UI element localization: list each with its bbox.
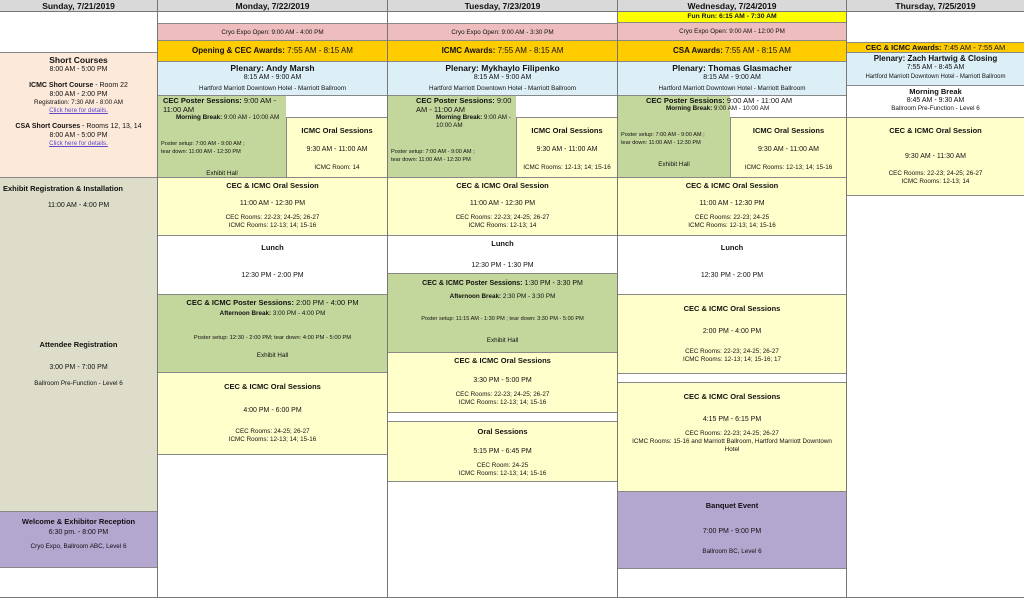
monday-poster-teardown: tear down: 11:00 AM - 12:30 PM	[161, 149, 241, 155]
tuesday-oral2-icmc: ICMC Rooms: 12-13; 14; 15-16	[458, 399, 547, 406]
monday-icmc-oral	[286, 117, 387, 178]
wednesday-icmc-oral-time: 9:30 AM - 11:00 AM	[758, 146, 819, 153]
monday-plenary-location: Hartford Marriott Downtown Hotel - Marriott Ballroom	[199, 85, 346, 92]
wednesday-lunch	[618, 236, 846, 295]
tuesday-poster-session	[388, 96, 516, 178]
tuesday-oral1-cec: CEC Rooms: 22-23; 24-25; 26-27	[455, 214, 550, 221]
monday-poster2-setup: Poster setup: 12:30 - 2:00 PM; tear down: 4:00 PM - 5:00 PM	[193, 335, 352, 341]
tuesday-icmc-oral-time: 9:30 AM - 11:00 AM	[536, 146, 598, 153]
thursday-break-time: 8:45 AM - 9:30 AM	[906, 97, 965, 104]
thursday-oral-time: 9:30 AM - 11:30 AM	[905, 153, 966, 160]
tuesday-oral3-title: Oral Sessions	[477, 427, 528, 436]
thursday-plenary-title: Plenary: Zach Hartwig & Closing	[873, 54, 998, 63]
wednesday-expo-open: Cryo Expo Open: 9:00 AM - 12:00 PM	[618, 23, 846, 41]
tuesday-oral3-time: 5:15 PM - 6:45 PM	[473, 448, 532, 455]
monday-awards: Opening & CEC Awards: 7:55 AM - 8:15 AM	[158, 41, 387, 62]
wednesday-oral3-time: 4:15 PM - 6:15 PM	[702, 416, 762, 423]
tuesday-gap	[388, 413, 617, 422]
short-courses-time: 8:00 AM - 5:00 PM	[49, 66, 108, 73]
tuesday-oral3-cec: CEC Room: 24-25	[476, 462, 529, 469]
monday-plenary	[158, 62, 387, 96]
csa-details-link[interactable]: Click here for details.	[49, 140, 108, 147]
monday-oral2-time: 4:00 PM - 6:00 PM	[243, 407, 302, 414]
day-header-tuesday: Tuesday, 7/23/2019	[387, 0, 617, 12]
icmc-short-course-time: 8:00 AM - 2:00 PM	[49, 91, 108, 98]
monday-poster-hall: Exhibit Hall	[206, 170, 238, 177]
wednesday-icmc-oral	[730, 117, 846, 178]
tuesday-icmc-oral-title: ICMC Oral Sessions	[531, 126, 603, 135]
welcome-reception-title: Welcome & Exhibitor Reception	[21, 517, 136, 526]
short-courses-block	[0, 52, 157, 178]
wednesday-icmc-oral-rooms: ICMC Rooms: 12-13; 14; 15-16	[744, 164, 833, 171]
wednesday-oral-session-1	[618, 178, 846, 236]
tuesday-plenary-title: Plenary: Mykhaylo Filipenko	[445, 63, 560, 73]
monday-icmc-oral-time: 9:30 AM - 11:00 AM	[306, 146, 368, 153]
thursday-oral-session	[847, 118, 1024, 196]
wednesday-oral1-title: CEC & ICMC Oral Session	[685, 181, 779, 190]
wednesday-banquet-time: 7:00 PM - 9:00 PM	[702, 528, 762, 535]
attendee-registration-title: Attendee Registration	[39, 340, 118, 349]
wednesday-plenary-location: Hartford Marriott Downtown Hotel - Marriott Ballroom	[658, 85, 806, 92]
tuesday-oral-session-2	[388, 353, 617, 413]
monday-expo-open: Cryo Expo Open: 9:00 AM - 4:00 PM	[158, 23, 387, 41]
tuesday-poster-title: CEC Poster Sessions: 9:00 AM - 11:00 AM	[416, 96, 512, 114]
icmc-short-course-registration: Registration: 7:30 AM - 8:00 AM	[34, 99, 123, 106]
exhibit-registration-title: Exhibit Registration & Installation	[3, 184, 124, 193]
wednesday-plenary-title: Plenary: Thomas Glasmacher	[672, 63, 792, 73]
tuesday-oral-session-1	[388, 178, 617, 236]
monday-plenary-time: 8:15 AM - 9:00 AM	[243, 74, 302, 81]
wednesday-banquet-title: Banquet Event	[705, 501, 759, 510]
wednesday-oral3-cec: CEC Rooms: 22-23; 24-25; 26-27	[685, 430, 779, 437]
monday-lunch-time: 12:30 PM - 2:00 PM	[241, 272, 304, 279]
attendee-registration-time: 3:00 PM - 7:00 PM	[49, 364, 108, 371]
thursday-break-title: Morning Break	[909, 87, 962, 96]
wednesday-oral-session-3	[618, 383, 846, 492]
wednesday-morning-break: Morning Break: 9:00 AM - 10:00 AM	[666, 105, 770, 112]
tuesday-oral1-time: 11:00 AM - 12:30 PM	[469, 200, 536, 207]
day-header-monday: Monday, 7/22/2019	[157, 0, 387, 12]
tuesday-oral2-cec: CEC Rooms: 22-23; 24-25; 26-27	[455, 391, 550, 398]
wednesday-oral2-title: CEC & ICMC Oral Sessions	[683, 304, 781, 313]
monday-poster-session	[158, 96, 286, 178]
tuesday-oral1-icmc: ICMC Rooms: 12-13; 14	[468, 222, 537, 229]
monday-oral1-icmc: ICMC Rooms: 12-13; 14; 15-16	[228, 222, 317, 229]
tuesday-oral-session-3	[388, 422, 617, 482]
wednesday-plenary	[618, 62, 846, 96]
wednesday-oral2-icmc: ICMC Rooms: 12-13; 14; 15-16; 17	[683, 356, 781, 363]
wednesday-oral-session-2	[618, 295, 846, 374]
thursday-oral-title: CEC & ICMC Oral Session	[889, 126, 982, 135]
monday-poster-setup: Poster setup: 7:00 AM - 9:00 AM ;	[161, 141, 245, 147]
tuesday-lunch-time: 12:30 PM - 1:30 PM	[471, 262, 534, 269]
monday-oral-session-1	[158, 178, 387, 236]
exhibit-registration-time: 11:00 AM - 4:00 PM	[47, 202, 110, 209]
wednesday-oral1-cec: CEC Rooms: 22-23; 24-25	[694, 214, 770, 221]
wednesday-poster-teardown: tear down: 11:00 AM - 12:30 PM	[621, 140, 701, 146]
monday-oral2-title: CEC & ICMC Oral Sessions	[224, 382, 321, 391]
monday-morning-break: Morning Break: 9:00 AM - 10:00 AM	[176, 114, 280, 121]
icmc-details-link[interactable]: Click here for details.	[49, 107, 108, 114]
monday-poster-session-2	[158, 295, 387, 373]
tuesday-oral2-title: CEC & ICMC Oral Sessions	[454, 356, 551, 365]
wednesday-banquet-location: Ballroom BC, Level 6	[702, 548, 762, 555]
attendee-registration-location: Ballroom Pre-Function - Level 6	[34, 380, 123, 387]
tuesday-lunch	[388, 236, 617, 274]
wednesday-lunch-title: Lunch	[720, 243, 744, 252]
tuesday-poster-session-2	[388, 274, 617, 353]
wednesday-icmc-oral-title: ICMC Oral Sessions	[752, 126, 825, 135]
thursday-morning-break	[847, 86, 1024, 118]
monday-oral1-time: 11:00 AM - 12:30 PM	[239, 200, 306, 207]
monday-oral1-title: CEC & ICMC Oral Session	[226, 181, 319, 190]
day-header-wednesday: Wednesday, 7/24/2019	[617, 0, 846, 12]
monday-lunch-title: Lunch	[261, 243, 284, 252]
wednesday-awards: CSA Awards: 7:55 AM - 8:15 AM	[618, 41, 846, 62]
wednesday-oral2-time: 2:00 PM - 4:00 PM	[702, 328, 762, 335]
tuesday-lunch-title: Lunch	[491, 239, 514, 248]
wednesday-oral3-icmc: ICMC Rooms: 15-16 and Marriott Ballroom, Hartford Marriott Downtown Hotel	[632, 438, 832, 453]
tuesday-oral2-time: 3:30 PM - 5:00 PM	[473, 377, 532, 384]
tuesday-plenary-location: Hartford Marriott Downtown Hotel - Marriott Ballroom	[429, 85, 576, 92]
day-header-sunday: Sunday, 7/21/2019	[0, 0, 157, 12]
thursday-oral-cec: CEC Rooms: 22-23; 24-25; 26-27	[888, 170, 983, 177]
tuesday-plenary	[388, 62, 617, 96]
wednesday-fun-run: Fun Run: 6:15 AM - 7:30 AM	[618, 12, 846, 23]
monday-oral2-cec: CEC Rooms: 24-25; 26-27	[235, 428, 310, 435]
tuesday-poster2-hall: Exhibit Hall	[486, 337, 519, 344]
wednesday-poster-title: CEC Poster Sessions: 9:00 AM - 11:00 AM	[646, 96, 793, 105]
wednesday-lunch-time: 12:30 PM - 2:00 PM	[700, 272, 764, 279]
wednesday-oral2-cec: CEC Rooms: 22-23; 24-25; 26-27	[685, 348, 779, 355]
wednesday-oral3-title: CEC & ICMC Oral Sessions	[683, 392, 781, 401]
tuesday-expo-open: Cryo Expo Open: 9:00 AM - 3:30 PM	[388, 23, 617, 41]
thursday-plenary	[847, 53, 1024, 86]
wednesday-plenary-time: 8:15 AM - 9:00 AM	[703, 74, 761, 81]
tuesday-poster2-title: CEC & ICMC Poster Sessions: 1:30 PM - 3:30 PM	[422, 280, 583, 287]
tuesday-morning-break: Morning Break: 9:00 AM - 10:00 AM	[436, 114, 511, 129]
monday-lunch	[158, 236, 387, 295]
tuesday-awards: ICMC Awards: 7:55 AM - 8:15 AM	[388, 41, 617, 62]
day-header-thursday: Thursday, 7/25/2019	[846, 0, 1024, 12]
wednesday-oral1-icmc: ICMC Rooms: 12-13; 14; 15-16	[688, 222, 776, 229]
welcome-reception-block	[0, 512, 157, 568]
monday-oral2-icmc: ICMC Rooms: 12-13; 14; 15-16	[228, 436, 317, 443]
tuesday-oral3-icmc: ICMC Rooms: 12-13; 14; 15-16	[458, 470, 547, 477]
tuesday-icmc-oral-rooms: ICMC Rooms: 12-13; 14; 15-16	[523, 164, 611, 171]
monday-icmc-oral-rooms: ICMC Room: 14	[314, 164, 360, 171]
monday-poster-title: CEC Poster Sessions: 9:00 AM - 11:00 AM	[163, 96, 276, 114]
wednesday-banquet	[618, 492, 846, 569]
monday-poster2-title: CEC & ICMC Poster Sessions: 2:00 PM - 4:00 PM	[186, 298, 359, 307]
tuesday-poster-teardown: tear down: 11:00 AM - 12:30 PM	[391, 157, 471, 163]
monday-plenary-title: Plenary: Andy Marsh	[230, 63, 315, 73]
monday-afternoon-break: Afternoon Break: 3:00 PM - 4:00 PM	[219, 310, 326, 317]
tuesday-oral1-title: CEC & ICMC Oral Session	[456, 181, 549, 190]
short-courses-title: Short Courses	[49, 55, 108, 65]
exhibit-registration-block	[0, 178, 157, 512]
icmc-short-course: ICMC Short Course - Room 22	[29, 82, 128, 89]
csa-short-courses-time: 8:00 AM - 5:00 PM	[49, 132, 108, 139]
tuesday-icmc-oral	[516, 117, 617, 178]
wednesday-oral1-time: 11:00 AM - 12:30 PM	[699, 200, 765, 207]
wednesday-gap	[618, 374, 846, 383]
thursday-awards: CEC & ICMC Awards: 7:45 AM - 7:55 AM	[847, 42, 1024, 53]
thursday-plenary-time: 7:55 AM - 8:45 AM	[906, 64, 965, 71]
welcome-reception-location: Cryo Expo, Ballroom ABC, Level 6	[30, 543, 127, 550]
tuesday-afternoon-break: Afternoon Break: 2:30 PM - 3:30 PM	[449, 293, 556, 300]
tuesday-plenary-time: 8:15 AM - 9:00 AM	[473, 74, 532, 81]
thursday-break-location: Ballroom Pre-Function - Level 6	[891, 105, 980, 112]
monday-icmc-oral-title: ICMC Oral Sessions	[301, 126, 373, 135]
welcome-reception-time: 6:30 pm. - 8:00 PM	[48, 529, 109, 536]
monday-oral1-cec: CEC Rooms: 22-23; 24-25; 26-27	[225, 214, 320, 221]
monday-oral-session-2	[158, 373, 387, 455]
tuesday-poster2-setup: Poster setup: 11:15 AM - 1:30 PM ; tear down: 3:30 PM - 5:00 PM	[421, 316, 584, 322]
tuesday-poster-setup: Poster setup: 7:00 AM - 9:00 AM ;	[391, 149, 475, 155]
monday-poster2-hall: Exhibit Hall	[256, 352, 289, 359]
csa-short-courses: CSA Short Courses - Rooms 12, 13, 14	[15, 123, 142, 130]
thursday-oral-icmc: ICMC Rooms: 12-13; 14	[901, 178, 970, 185]
wednesday-poster-setup: Poster setup: 7:00 AM - 9:00 AM ;	[621, 132, 705, 138]
wednesday-poster-hall: Exhibit Hall	[658, 161, 690, 168]
thursday-plenary-location: Hartford Marriott Downtown Hotel - Marriott Ballroom	[865, 74, 1006, 80]
